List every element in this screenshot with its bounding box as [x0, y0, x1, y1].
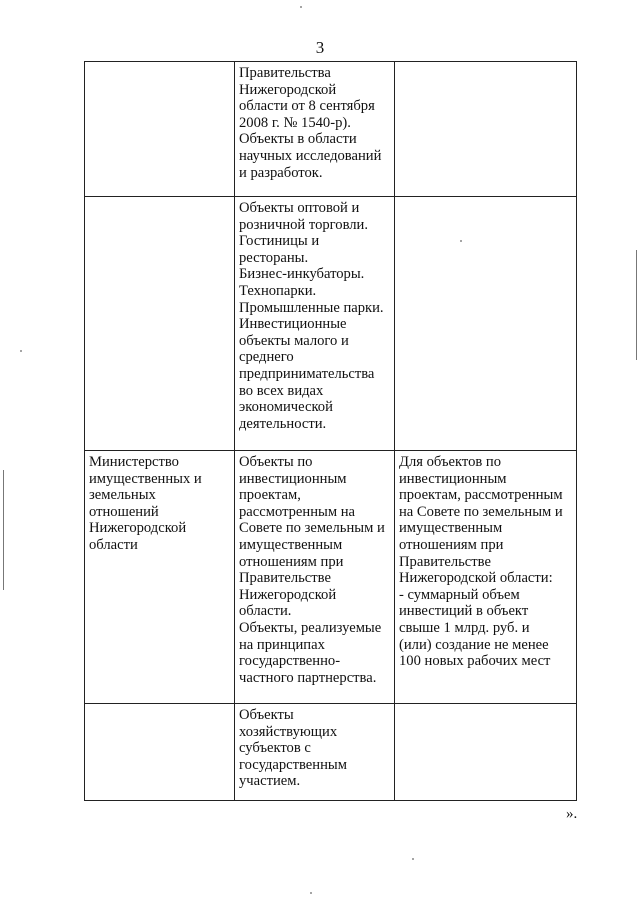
scan-speck — [300, 6, 302, 8]
page-number: 3 — [315, 38, 325, 57]
scan-speck — [20, 350, 22, 352]
authority-cell: Министерство имущественных и земельных отношений Нижегородской области — [85, 451, 235, 704]
criteria-cell — [395, 197, 577, 451]
objects-cell: Объекты оптовой и розничной торговли. Гостиницы и рестораны. Бизнес-инкубаторы. Технопарки. Промышленные парки. Инвестиционные объекты малого и среднего предпринимательства во всех видах экономической деятельности. — [235, 197, 395, 451]
authority-cell — [85, 704, 235, 801]
scan-margin-line — [3, 470, 4, 590]
investment-objects-table — [84, 61, 577, 801]
objects-cell: Объекты хозяйствующих субъектов с государственным участием. — [235, 704, 395, 801]
objects-cell: Объекты по инвестиционным проектам, рассмотренным на Совете по земельным и имущественным отношениям при Правительстве Нижегородской области. Объекты, реализуемые на принципах государственно- частного партнерства. — [235, 451, 395, 704]
criteria-cell — [395, 704, 577, 801]
criteria-cell — [395, 62, 577, 197]
authority-cell — [85, 197, 235, 451]
scan-speck — [412, 858, 414, 860]
objects-cell: Правительства Нижегородской области от 8 сентября 2008 г. № 1540-р). Объекты в области научных исследований и разработок. — [235, 62, 395, 197]
criteria-cell: Для объектов по инвестиционным проектам, рассмотренным на Совете по земельным и имущественным отношениям при Правительстве Нижегородской области: - суммарный объем инвестиций в объект свыше 1 млрд. руб. и (или) создание не менее 100 новых рабочих мест — [395, 451, 577, 704]
scan-speck — [310, 892, 312, 894]
scan-margin-line — [636, 250, 637, 360]
table-row — [85, 197, 577, 451]
scan-speck — [460, 240, 462, 242]
authority-cell — [85, 62, 235, 197]
table-row — [85, 451, 577, 704]
table-row — [85, 704, 577, 801]
closing-quote-mark: ». — [566, 806, 578, 822]
table-row — [85, 62, 577, 197]
